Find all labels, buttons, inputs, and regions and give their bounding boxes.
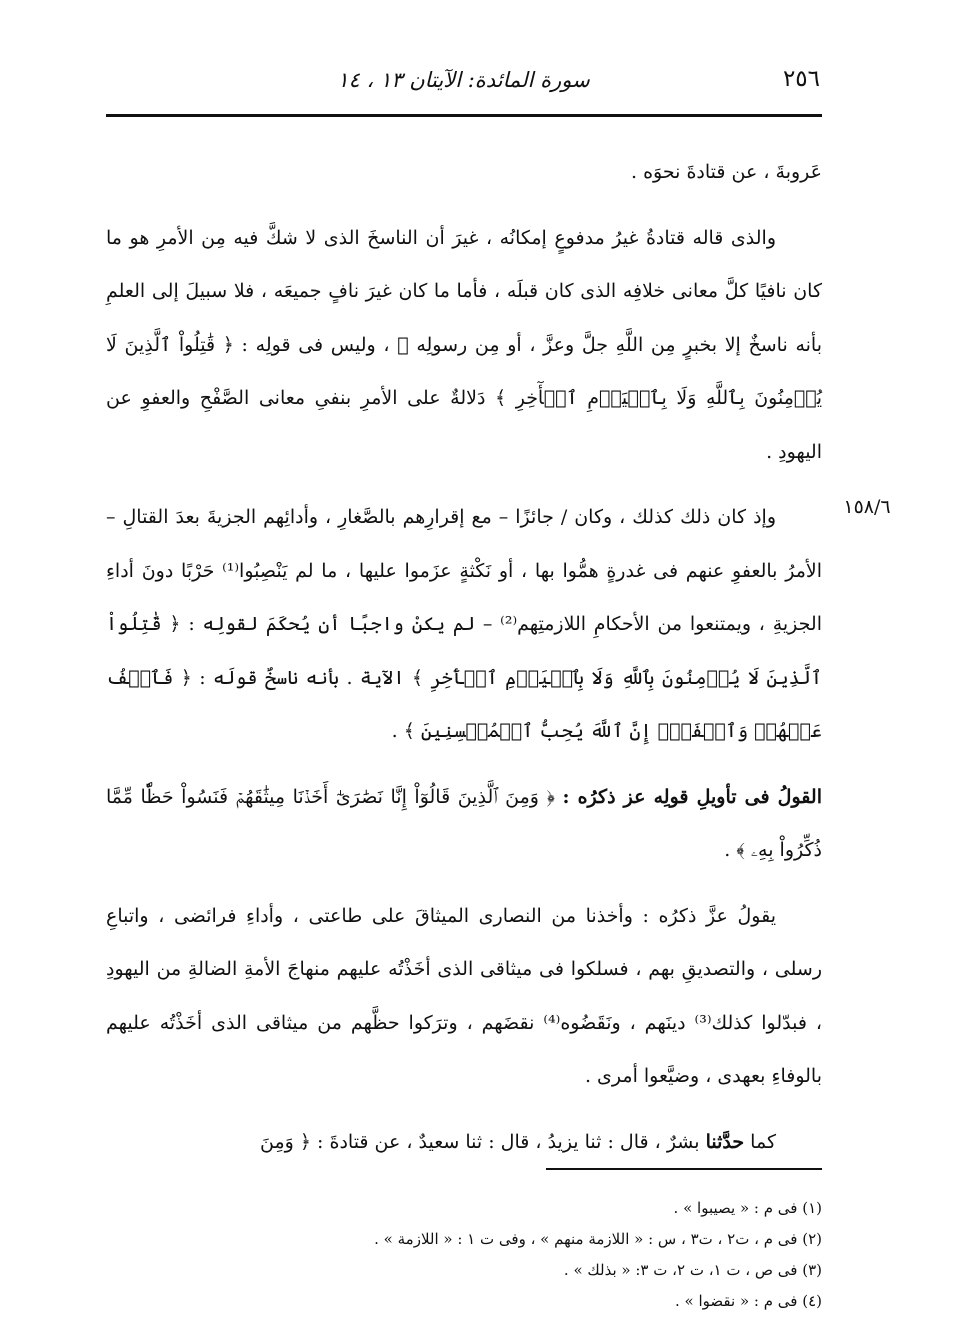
last-line-start: كما (750, 1130, 776, 1153)
footnote-rule (546, 1168, 822, 1170)
last-line-bold: حدَّثنا (705, 1130, 745, 1153)
paragraph-2: والذى قاله قتادةُ غيرُ مدفوعٍ إمكانُه ، غيرَ أن الناسخَ الذى لا شكَّ فيه مِن الأمرِ هو ما كان نافيًا كلَّ معانى خلافِه الذى كان قبلَه ، فأما ما كان غيرَ نافٍ جميعَه ، فلا سبيلَ إلى العلمِ بأنه ناسخٌ إلا بخبرٍ مِن اللَّهِ جلَّ وعزَّ ، أو مِن رسولِه ﷺ ، وليس فى قولِه : ﴿ قَٰتِلُواْ ٱلَّذِينَ لَا يُؤۡمِنُونَ بِٱللَّهِ وَلَا بِٱلۡيَوۡمِ ٱلۡأٓخِرِ ﴾ دَلالةٌ على الأمرِ بنفىِ معانى الصَّفْحِ والعفوِ عن اليهودِ . (106, 226, 822, 463)
footnote-3: (٣) فى ص ، ت ١، ت ٢، ت ٣: « بذلك » . (563, 1261, 822, 1279)
last-line-end: بشرٌ ، قال : ثنا يزيدُ ، قال : ثنا سعيدٌ ، عن قتادةَ : ﴿ وَمِنَ (260, 1130, 700, 1153)
section-heading (106, 771, 822, 878)
paragraph-5 (106, 1116, 822, 1170)
body-text (106, 146, 822, 1169)
footnote-1: (١) فى م : « يصيبوا » . (673, 1199, 822, 1217)
heading-label: القولُ فى تأويلِ قولِه عز ذكرُه : (562, 785, 822, 808)
page-number: ٢٥٦ (782, 66, 820, 92)
paragraph-3: وإذ كان ذلك كذلك ، وكان / جائزًا – مع إقرارِهم بالصَّغارِ ، وأدائِهم الجزيةَ بعدَ القتالِ – الأمرُ بالعفوِ عنهم فى غدرةٍ همُّوا بها ، أو نَكْثةٍ عزَموا عليها ، ما لم يَنْصِبُوا⁽¹⁾ حَرْبًا دونَ أداءِ الجزيةِ ، ويمتنعوا من الأحكامِ اللازمتِهم⁽²⁾ – لم يكنْ واجبًا أن يُحكَمَ لقولِه : ﴿ قَٰتِلُواْ ٱلَّذِينَ لَا يُؤۡمِنُونَ بِٱللَّهِ وَلَا بِٱلۡيَوۡمِ ٱلۡأٓخِرِ ﴾ الآية . بأنه ناسخٌ قولَه : ﴿ فَٱعۡفُ عَنۡهُمۡ وَٱصۡفَحۡۚ إِنَّ ٱللَّهَ يُحِبُّ ٱلۡمُحۡسِنِينَ ﴾ . (106, 506, 822, 742)
heading-verse: ﴿ وَمِنَ ٱلَّذِينَ قَالُوٓاْ إِنَّا نَصَٰرَىٰٓ أَخَذۡنَا مِيثَٰقَهُمۡ فَنَسُواْ حَظّٗا مِّمَّا ذُكِّرُواْ بِهِۦ ﴾ . (106, 785, 822, 861)
paragraph-1: عَروبةَ ، عن قتادةَ نحوَه . (631, 161, 822, 183)
footnotes (280, 1193, 822, 1317)
page-header (105, 62, 822, 106)
margin-reference: ١٥٨/٦ (843, 496, 891, 518)
running-title: سورة المائدة: الآيتان ١٣ ، ١٤ (337, 68, 590, 92)
paragraph-4: يقولُ عزَّ ذكرُه : وأخذنا من النصارى الميثاقَ على طاعتى ، وأداءِ فرائضى ، واتباعِ رسلى ، والتصديقِ بهم ، فسلكوا فى ميثاقى الذى أخَذْتُه عليهم منهاجَ الأمةِ الضالةِ من اليهودِ ، فبدّلوا كذلك⁽³⁾ دينَهم ، ونَقَضُوه⁽⁴⁾ نقضَهم ، وترَكوا حظَّهم من ميثاقى الذى أخَذْتُه عليهم بالوفاءِ بعهدى ، وضيَّعوا أمرى . (106, 904, 822, 1087)
header-rule (106, 114, 822, 117)
footnote-2: (٢) فى م ، ت٢ ، ت٣ ، س : « اللازمة منهم » ، وفى ت ١ : « اللازمة » . (374, 1230, 822, 1248)
footnote-4: (٤) فى م : « نقضوا » . (675, 1292, 822, 1310)
